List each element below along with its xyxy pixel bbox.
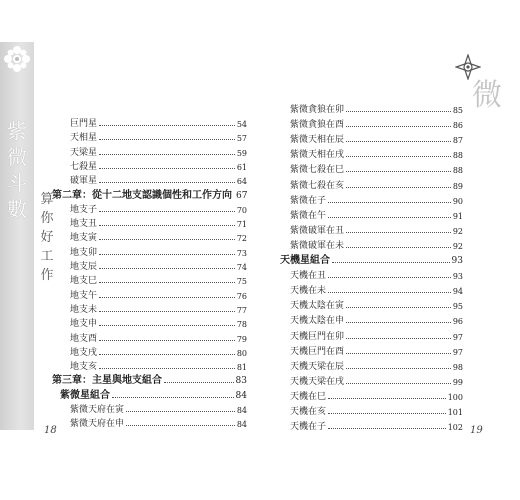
toc-entry-label: 天機太陰在申 (290, 316, 345, 327)
toc-entry-page: 89 (452, 181, 463, 191)
toc-entry-label: 紫微在子 (290, 195, 327, 206)
toc-dot-leader (346, 353, 451, 354)
toc-entry-label: 天機太陰在寅 (290, 301, 345, 312)
toc-dot-leader (346, 141, 451, 142)
toc-entry-label: 天機在未 (290, 286, 327, 297)
toc-entry-page: 84 (236, 406, 247, 415)
toc-entry-page: 70 (236, 205, 247, 215)
toc-entry-label: 地支申 (70, 319, 98, 330)
toc-entry (290, 415, 463, 432)
toc-entry-label: 天機巨門在卯 (290, 331, 345, 342)
toc-dot-leader (126, 425, 235, 426)
toc-entry-page: 83 (235, 376, 247, 387)
toc-dot-leader (328, 292, 451, 293)
toc-dot-leader (346, 171, 451, 172)
toc-entry-label: 地支子 (70, 204, 98, 215)
toc-entry-page: 77 (236, 305, 247, 315)
toc-entry-page: 102 (447, 423, 463, 433)
toc-entry-label: 巨門星 (70, 119, 98, 129)
toc-entry-page: 71 (236, 220, 247, 230)
toc-dot-leader (346, 232, 451, 233)
toc-dot-leader (346, 111, 451, 112)
toc-entry-page: 64 (236, 177, 247, 187)
toc-entry-page: 75 (236, 277, 247, 287)
toc-entry-page: 94 (452, 287, 463, 297)
toc-dot-leader (328, 398, 446, 399)
toc-entry-page: 76 (236, 291, 247, 301)
toc-dot-leader (346, 368, 451, 369)
toc-entry-label: 地支寅 (70, 233, 98, 244)
toc-entry-page: 91 (452, 211, 463, 221)
toc-entry-label: 地支酉 (70, 333, 98, 344)
toc-entry-page: 85 (452, 106, 463, 115)
toc-entry-label: 天機在亥 (290, 407, 327, 417)
toc-dot-leader (346, 247, 451, 248)
toc-dot-leader (346, 322, 451, 323)
toc-entry-page: 93 (451, 256, 463, 266)
toc-entry-label: 紫微貪狼在卯 (290, 105, 345, 115)
toc-entry-page: 74 (236, 263, 247, 272)
toc-dot-leader (346, 187, 451, 188)
toc-entry-label: 紫微破軍在未 (290, 240, 345, 251)
toc-entry (70, 412, 247, 429)
toc-entry-page: 61 (236, 162, 247, 172)
page-number-right: 19 (470, 425, 483, 436)
toc-entry-page: 88 (452, 166, 463, 176)
toc-entry-page: 90 (452, 196, 463, 206)
toc-entry-page: 101 (447, 408, 463, 417)
toc-entry-page: 81 (236, 363, 247, 373)
toc-entry-page: 84 (235, 390, 247, 401)
toc-entry-label: 第三章：主星與地支組合 (52, 375, 162, 387)
toc-entry-label: 紫微七殺在亥 (290, 180, 345, 191)
toc-entry-label: 紫微在午 (290, 210, 327, 221)
lotus-emblem-icon (2, 44, 32, 74)
toc-entry-label: 天梁星 (70, 147, 98, 158)
toc-entry-label: 紫微破軍在丑 (290, 225, 345, 236)
toc-entry-label: 七殺星 (70, 161, 98, 172)
toc-entry-label: 地支巳 (70, 276, 98, 287)
toc-entry-page: 72 (236, 234, 247, 244)
sidebar-banner (0, 42, 34, 430)
toc-entry-page: 67 (236, 190, 248, 201)
toc-entry-page: 100 (447, 392, 463, 402)
toc-entry-page: 79 (236, 334, 247, 344)
toc-entry-page: 96 (452, 317, 463, 327)
corner-watermark-glyph: 微 (472, 78, 502, 113)
toc-dot-leader (328, 428, 446, 429)
toc-entry-label: 地支未 (70, 304, 98, 315)
toc-dot-leader (328, 202, 451, 203)
toc-dot-leader (332, 262, 450, 263)
toc-entry-label: 天機在巳 (290, 391, 327, 402)
toc-entry-page: 73 (236, 248, 247, 258)
toc-dot-leader (328, 217, 451, 218)
toc-entry-page: 86 (452, 121, 463, 131)
toc-entry-label: 天機巨門在酉 (290, 346, 345, 357)
toc-entry-page: 78 (236, 320, 247, 330)
toc-dot-leader (346, 126, 451, 127)
toc-entry-label: 天機天梁在辰 (290, 361, 345, 372)
toc-entry-page: 92 (452, 226, 463, 236)
toc-entry-label: 地支丑 (70, 219, 98, 230)
toc-dot-leader (346, 338, 451, 339)
toc-entry-label: 紫微星組合 (60, 389, 110, 401)
toc-entry-page: 98 (452, 362, 463, 372)
toc-entry-label: 破軍星 (70, 176, 98, 187)
toc-entry-label: 紫微天府在寅 (70, 405, 125, 415)
toc-entry-label: 地支辰 (70, 262, 98, 272)
toc-entry-page: 99 (452, 377, 463, 387)
toc-entry-label: 天機在子 (290, 422, 327, 433)
toc-dot-leader (328, 277, 451, 278)
toc-dot-leader (328, 413, 446, 414)
toc-entry-label: 天機天梁在戌 (290, 376, 345, 387)
toc-entry-page: 84 (236, 420, 247, 430)
toc-entry-label: 天機星組合 (280, 255, 330, 266)
toc-dot-leader (346, 307, 451, 308)
toc-entry-label: 地支卯 (70, 247, 98, 258)
toc-entry-label: 紫微七殺在巳 (290, 165, 345, 176)
toc-entry-page: 92 (452, 241, 463, 251)
toc-entry-label: 紫微天相在辰 (290, 135, 345, 146)
toc-entry-page: 57 (236, 134, 247, 144)
toc-entry-label: 地支戌 (70, 347, 98, 358)
toc-entry-label: 紫微天府在申 (70, 419, 125, 430)
toc-entry-page: 80 (236, 348, 247, 358)
toc-entry-label: 地支午 (70, 290, 98, 301)
toc-entry-label: 第二章：從十二地支認識個性和工作方向 (52, 189, 232, 201)
toc-entry-page: 87 (452, 136, 463, 146)
toc-entry-label: 紫微貪狼在酉 (290, 120, 345, 131)
page-number-left: 18 (44, 425, 57, 436)
toc-entry-label: 天相星 (70, 133, 98, 144)
toc-entry-page: 59 (236, 148, 247, 158)
toc-entry-page: 54 (236, 120, 247, 129)
toc-dot-leader (346, 383, 451, 384)
toc-dot-leader (346, 156, 451, 157)
toc-entry-label: 天機在丑 (290, 271, 327, 282)
toc-entry-page: 93 (452, 272, 463, 282)
toc-entry-page: 95 (452, 302, 463, 312)
book-title: 紫微斗數 (7, 119, 27, 221)
book-subtitle: 算你好工作 (40, 192, 54, 283)
toc-entry-page: 97 (452, 347, 463, 357)
toc-entry-page: 88 (452, 151, 463, 161)
toc-entry-label: 地支亥 (70, 362, 98, 373)
toc-entry-label: 紫微天相在戌 (290, 150, 345, 161)
toc-entry-page: 97 (452, 332, 463, 342)
